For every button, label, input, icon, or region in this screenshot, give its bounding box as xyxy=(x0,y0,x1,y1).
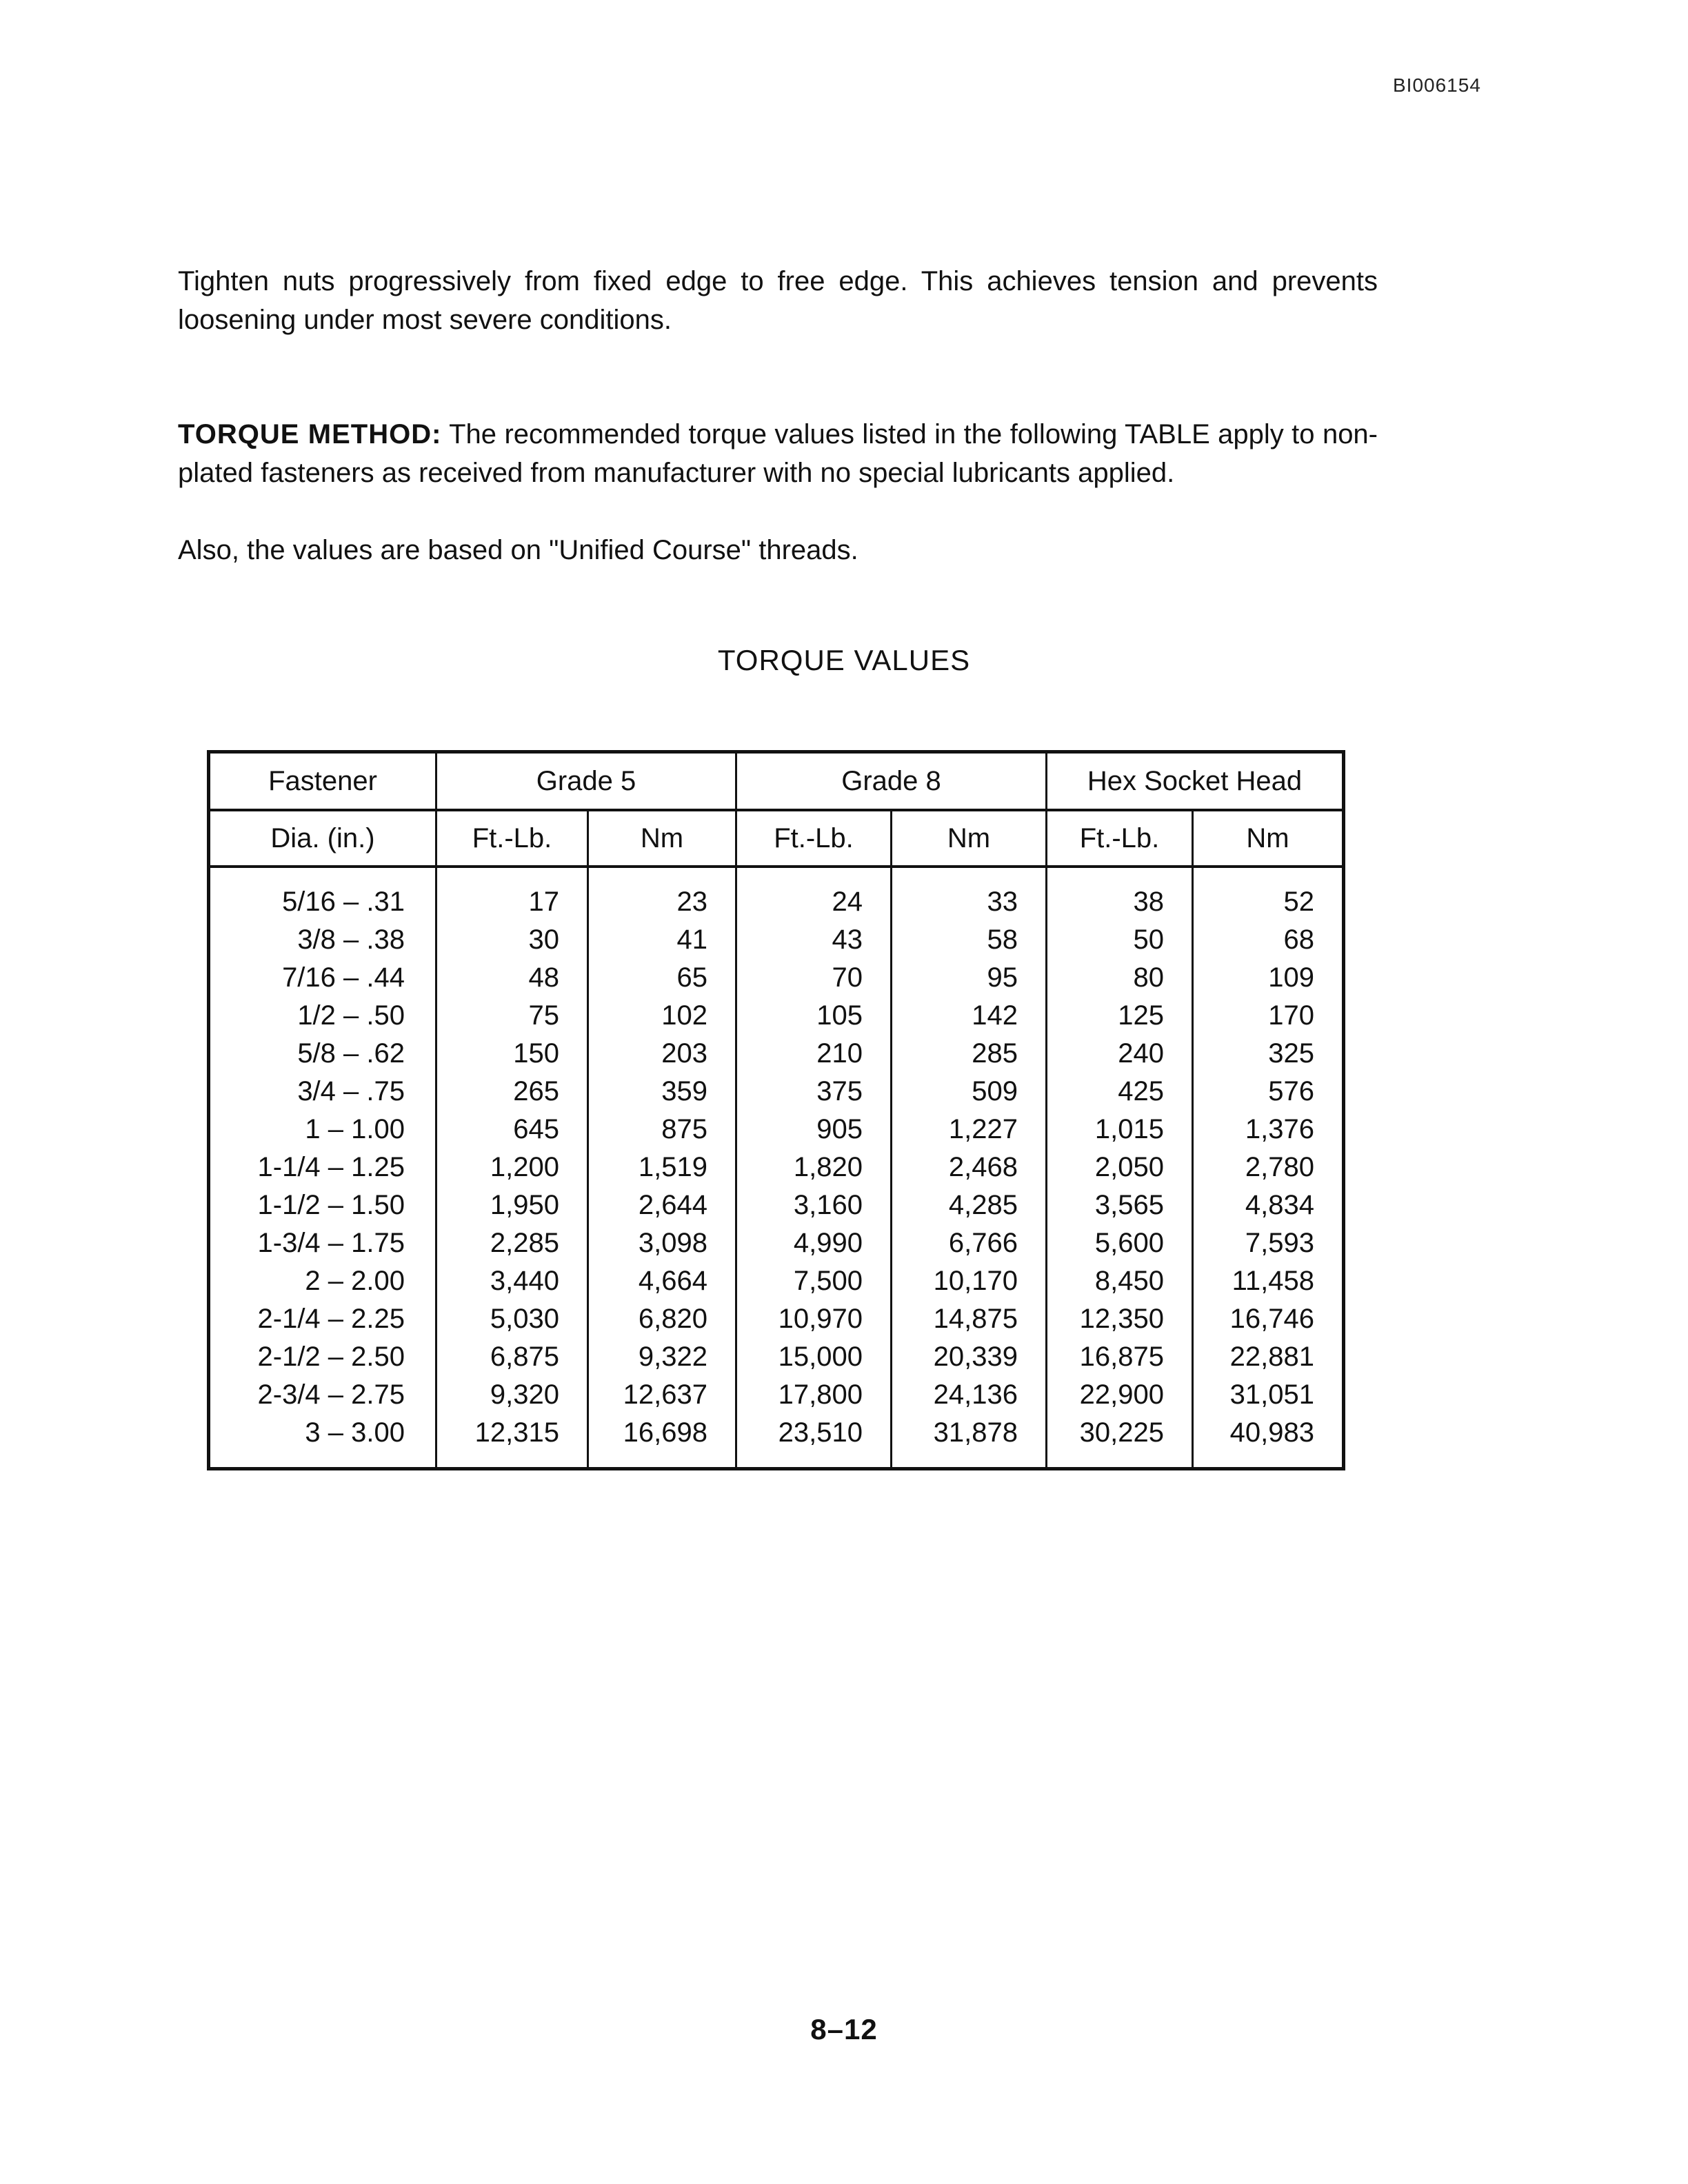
table-row xyxy=(209,997,1344,1035)
cell-hex-ftlb: 8,450 xyxy=(1047,1262,1193,1300)
table-body xyxy=(209,867,1344,1469)
cell-hex-nm: 170 xyxy=(1193,997,1344,1035)
cell-hex-nm: 11,458 xyxy=(1193,1262,1344,1300)
cell-grade5-ftlb: 30 xyxy=(436,921,588,959)
thread-note-text: Also, the values are based on "Unified Course" threads. xyxy=(178,535,858,565)
cell-diameter: 1-1/4 – 1.25 xyxy=(209,1149,436,1186)
cell-hex-nm: 52 xyxy=(1193,867,1344,921)
cell-grade8-ftlb: 10,970 xyxy=(736,1300,892,1338)
header-grade-5: Grade 5 xyxy=(436,752,736,811)
table-row xyxy=(209,1035,1344,1073)
cell-grade5-ftlb: 48 xyxy=(436,959,588,997)
table-row xyxy=(209,867,1344,921)
header-fastener: Fastener xyxy=(209,752,436,811)
cell-grade5-ftlb: 3,440 xyxy=(436,1262,588,1300)
cell-grade5-nm: 2,644 xyxy=(588,1186,736,1224)
cell-grade8-nm: 24,136 xyxy=(892,1376,1047,1414)
cell-grade5-nm: 1,519 xyxy=(588,1149,736,1186)
table-row xyxy=(209,1186,1344,1224)
paragraph-tightening xyxy=(178,262,1378,339)
cell-hex-nm: 7,593 xyxy=(1193,1224,1344,1262)
cell-grade8-ftlb: 210 xyxy=(736,1035,892,1073)
cell-diameter: 5/16 – .31 xyxy=(209,867,436,921)
cell-diameter: 5/8 – .62 xyxy=(209,1035,436,1073)
table-row xyxy=(209,1224,1344,1262)
document-id: BI006154 xyxy=(1393,74,1481,96)
cell-grade5-ftlb: 1,200 xyxy=(436,1149,588,1186)
cell-hex-ftlb: 3,565 xyxy=(1047,1186,1193,1224)
cell-diameter: 2-3/4 – 2.75 xyxy=(209,1376,436,1414)
cell-hex-nm: 109 xyxy=(1193,959,1344,997)
cell-diameter: 2-1/4 – 2.25 xyxy=(209,1300,436,1338)
cell-grade5-ftlb: 5,030 xyxy=(436,1300,588,1338)
subheader-diameter: Dia. (in.) xyxy=(209,810,436,867)
cell-grade8-ftlb: 17,800 xyxy=(736,1376,892,1414)
table-subheader-row xyxy=(209,810,1344,867)
cell-grade5-nm: 41 xyxy=(588,921,736,959)
cell-grade5-ftlb: 150 xyxy=(436,1035,588,1073)
cell-hex-nm: 68 xyxy=(1193,921,1344,959)
cell-diameter: 3/4 – .75 xyxy=(209,1073,436,1111)
table-row xyxy=(209,1149,1344,1186)
cell-grade8-nm: 10,170 xyxy=(892,1262,1047,1300)
cell-grade5-nm: 6,820 xyxy=(588,1300,736,1338)
table-row xyxy=(209,1262,1344,1300)
page-number: 8–12 xyxy=(810,2013,878,2045)
cell-hex-ftlb: 22,900 xyxy=(1047,1376,1193,1414)
cell-grade5-ftlb: 75 xyxy=(436,997,588,1035)
cell-grade5-nm: 3,098 xyxy=(588,1224,736,1262)
cell-hex-ftlb: 425 xyxy=(1047,1073,1193,1111)
table-row xyxy=(209,921,1344,959)
cell-hex-nm: 31,051 xyxy=(1193,1376,1344,1414)
cell-grade5-ftlb: 645 xyxy=(436,1111,588,1149)
header-grade-8: Grade 8 xyxy=(736,752,1047,811)
cell-grade5-ftlb: 9,320 xyxy=(436,1376,588,1414)
cell-diameter: 7/16 – .44 xyxy=(209,959,436,997)
cell-diameter: 2 – 2.00 xyxy=(209,1262,436,1300)
header-hex-socket-head: Hex Socket Head xyxy=(1047,752,1344,811)
cell-grade8-ftlb: 4,990 xyxy=(736,1224,892,1262)
cell-grade8-ftlb: 7,500 xyxy=(736,1262,892,1300)
cell-hex-ftlb: 1,015 xyxy=(1047,1111,1193,1149)
cell-grade5-nm: 203 xyxy=(588,1035,736,1073)
cell-grade8-nm: 33 xyxy=(892,867,1047,921)
subheader-grade8-nm: Nm xyxy=(892,810,1047,867)
cell-grade8-nm: 4,285 xyxy=(892,1186,1047,1224)
paragraph-torque-method xyxy=(178,415,1378,492)
cell-hex-nm: 16,746 xyxy=(1193,1300,1344,1338)
subheader-hex-ftlb: Ft.-Lb. xyxy=(1047,810,1193,867)
cell-grade8-nm: 58 xyxy=(892,921,1047,959)
cell-grade8-ftlb: 3,160 xyxy=(736,1186,892,1224)
cell-grade5-nm: 875 xyxy=(588,1111,736,1149)
cell-diameter: 3 – 3.00 xyxy=(209,1414,436,1469)
cell-hex-ftlb: 80 xyxy=(1047,959,1193,997)
cell-grade8-nm: 95 xyxy=(892,959,1047,997)
table-row xyxy=(209,1376,1344,1414)
table-title: TORQUE VALUES xyxy=(717,644,971,676)
cell-grade8-nm: 1,227 xyxy=(892,1111,1047,1149)
cell-diameter: 1-3/4 – 1.75 xyxy=(209,1224,436,1262)
cell-grade5-nm: 23 xyxy=(588,867,736,921)
cell-grade5-nm: 16,698 xyxy=(588,1414,736,1469)
cell-diameter: 1-1/2 – 1.50 xyxy=(209,1186,436,1224)
cell-hex-ftlb: 50 xyxy=(1047,921,1193,959)
cell-hex-nm: 4,834 xyxy=(1193,1186,1344,1224)
cell-hex-nm: 2,780 xyxy=(1193,1149,1344,1186)
cell-hex-nm: 325 xyxy=(1193,1035,1344,1073)
cell-grade8-ftlb: 905 xyxy=(736,1111,892,1149)
cell-grade8-nm: 509 xyxy=(892,1073,1047,1111)
table-row xyxy=(209,959,1344,997)
cell-grade5-ftlb: 1,950 xyxy=(436,1186,588,1224)
cell-grade5-ftlb: 6,875 xyxy=(436,1338,588,1376)
cell-grade5-nm: 4,664 xyxy=(588,1262,736,1300)
cell-grade8-nm: 14,875 xyxy=(892,1300,1047,1338)
cell-hex-ftlb: 30,225 xyxy=(1047,1414,1193,1469)
cell-hex-ftlb: 125 xyxy=(1047,997,1193,1035)
cell-grade8-ftlb: 375 xyxy=(736,1073,892,1111)
cell-hex-nm: 40,983 xyxy=(1193,1414,1344,1469)
cell-diameter: 1 – 1.00 xyxy=(209,1111,436,1149)
subheader-grade5-ftlb: Ft.-Lb. xyxy=(436,810,588,867)
cell-diameter: 2-1/2 – 2.50 xyxy=(209,1338,436,1376)
cell-grade5-nm: 359 xyxy=(588,1073,736,1111)
subheader-grade8-ftlb: Ft.-Lb. xyxy=(736,810,892,867)
cell-grade5-ftlb: 17 xyxy=(436,867,588,921)
cell-grade8-ftlb: 70 xyxy=(736,959,892,997)
cell-hex-ftlb: 38 xyxy=(1047,867,1193,921)
torque-method-label: TORQUE METHOD: xyxy=(178,419,442,449)
cell-hex-nm: 576 xyxy=(1193,1073,1344,1111)
paragraph-tightening-text: Tighten nuts progressively from fixed edge to free edge. This achieves tension and prevents loosening under most severe conditions. xyxy=(178,266,1378,335)
cell-grade5-nm: 102 xyxy=(588,997,736,1035)
table-row xyxy=(209,1338,1344,1376)
torque-method-text: The recommended torque values listed in the following TABLE apply to non-plated fasteners as received from manufacturer with no special lubricants applied. xyxy=(178,419,1378,488)
cell-grade5-nm: 9,322 xyxy=(588,1338,736,1376)
cell-grade5-nm: 65 xyxy=(588,959,736,997)
cell-grade5-nm: 12,637 xyxy=(588,1376,736,1414)
cell-grade8-ftlb: 43 xyxy=(736,921,892,959)
cell-grade8-ftlb: 23,510 xyxy=(736,1414,892,1469)
cell-grade8-nm: 2,468 xyxy=(892,1149,1047,1186)
table-row xyxy=(209,1073,1344,1111)
cell-hex-ftlb: 2,050 xyxy=(1047,1149,1193,1186)
cell-grade8-ftlb: 15,000 xyxy=(736,1338,892,1376)
table-group-header-row xyxy=(209,752,1344,811)
cell-hex-ftlb: 240 xyxy=(1047,1035,1193,1073)
cell-hex-nm: 1,376 xyxy=(1193,1111,1344,1149)
table-row xyxy=(209,1300,1344,1338)
cell-grade8-nm: 31,878 xyxy=(892,1414,1047,1469)
cell-grade5-ftlb: 265 xyxy=(436,1073,588,1111)
cell-grade8-nm: 6,766 xyxy=(892,1224,1047,1262)
cell-grade8-nm: 142 xyxy=(892,997,1047,1035)
table-row xyxy=(209,1111,1344,1149)
cell-grade8-ftlb: 1,820 xyxy=(736,1149,892,1186)
cell-grade8-ftlb: 105 xyxy=(736,997,892,1035)
cell-hex-ftlb: 16,875 xyxy=(1047,1338,1193,1376)
cell-grade5-ftlb: 12,315 xyxy=(436,1414,588,1469)
cell-hex-nm: 22,881 xyxy=(1193,1338,1344,1376)
paragraph-thread-note xyxy=(178,531,1378,569)
cell-hex-ftlb: 12,350 xyxy=(1047,1300,1193,1338)
cell-hex-ftlb: 5,600 xyxy=(1047,1224,1193,1262)
cell-diameter: 1/2 – .50 xyxy=(209,997,436,1035)
cell-grade8-nm: 20,339 xyxy=(892,1338,1047,1376)
torque-values-table xyxy=(207,750,1345,1470)
cell-diameter: 3/8 – .38 xyxy=(209,921,436,959)
cell-grade8-ftlb: 24 xyxy=(736,867,892,921)
cell-grade5-ftlb: 2,285 xyxy=(436,1224,588,1262)
table-row xyxy=(209,1414,1344,1469)
cell-grade8-nm: 285 xyxy=(892,1035,1047,1073)
subheader-grade5-nm: Nm xyxy=(588,810,736,867)
subheader-hex-nm: Nm xyxy=(1193,810,1344,867)
